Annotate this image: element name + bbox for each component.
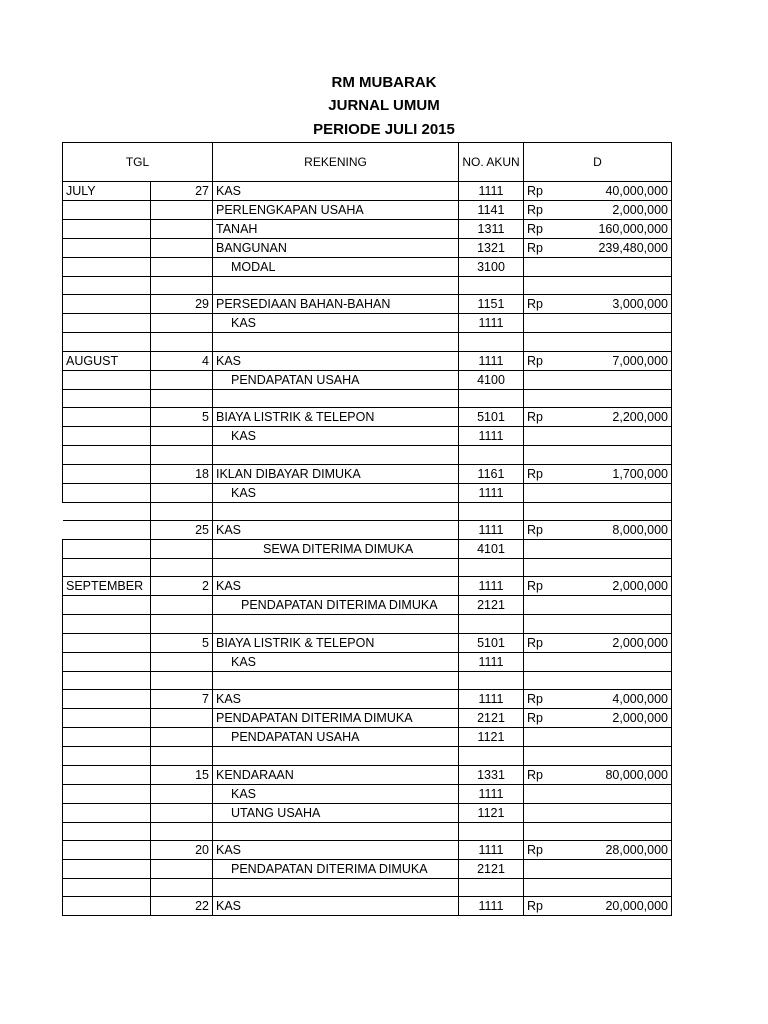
account-number-cell: [459, 333, 524, 351]
table-row: [63, 464, 672, 483]
day-cell: [151, 370, 213, 389]
account-cell: KAS: [213, 483, 459, 502]
amount-cell: [572, 596, 672, 615]
currency-cell: [524, 277, 572, 295]
currency-cell: [524, 389, 572, 407]
account-cell: KAS: [213, 897, 459, 916]
month-cell: [63, 239, 151, 258]
amount-cell: [572, 502, 672, 520]
table-row: [63, 314, 672, 333]
day-cell: [151, 859, 213, 878]
month-cell: [63, 558, 151, 576]
account-cell: PENDAPATAN DITERIMA DIMUKA: [213, 596, 459, 615]
table-row: [63, 803, 672, 822]
amount-cell: 2,000,000: [572, 633, 672, 652]
table-row: [63, 483, 672, 502]
account-number-cell: 1121: [459, 728, 524, 747]
currency-cell: [524, 784, 572, 803]
day-cell: 5: [151, 633, 213, 652]
day-cell: [151, 709, 213, 728]
currency-cell: [524, 803, 572, 822]
month-cell: [63, 464, 151, 483]
day-cell: 5: [151, 408, 213, 427]
month-cell: [63, 859, 151, 878]
day-cell: 25: [151, 520, 213, 539]
table-row: [63, 859, 672, 878]
account-number-cell: [459, 558, 524, 576]
amount-cell: 28,000,000: [572, 840, 672, 859]
account-cell: KAS: [213, 784, 459, 803]
currency-cell: Rp: [524, 295, 572, 314]
amount-cell: 2,000,000: [572, 577, 672, 596]
amount-cell: 8,000,000: [572, 520, 672, 539]
currency-cell: Rp: [524, 633, 572, 652]
amount-cell: [572, 446, 672, 464]
table-row: [63, 351, 672, 370]
account-number-cell: [459, 389, 524, 407]
account-cell: [213, 878, 459, 896]
month-cell: [63, 408, 151, 427]
company-name: RM MUBARAK: [331, 74, 437, 91]
account-number-cell: 4100: [459, 370, 524, 389]
table-row: [63, 728, 672, 747]
table-row: [63, 878, 672, 896]
table-row: [63, 615, 672, 633]
table-row: [63, 427, 672, 446]
account-cell: [213, 747, 459, 765]
journal-table: [62, 142, 672, 916]
account-cell: [213, 389, 459, 407]
currency-cell: [524, 258, 572, 277]
amount-cell: 20,000,000: [572, 897, 672, 916]
month-cell: [63, 502, 151, 520]
amount-cell: [572, 878, 672, 896]
day-cell: [151, 446, 213, 464]
month-cell: [63, 897, 151, 916]
table-row: [63, 577, 672, 596]
month-cell: [63, 652, 151, 671]
amount-cell: [572, 370, 672, 389]
day-cell: [151, 220, 213, 239]
amount-cell: 3,000,000: [572, 295, 672, 314]
amount-cell: [572, 314, 672, 333]
account-number-cell: 1151: [459, 295, 524, 314]
table-row: [63, 671, 672, 689]
month-cell: [63, 539, 151, 558]
month-cell: [63, 596, 151, 615]
month-cell: [63, 295, 151, 314]
day-cell: [151, 596, 213, 615]
day-cell: [151, 502, 213, 520]
month-cell: [63, 201, 151, 220]
amount-cell: 7,000,000: [572, 351, 672, 370]
currency-cell: Rp: [524, 577, 572, 596]
month-cell: [63, 520, 151, 539]
account-number-cell: 1141: [459, 201, 524, 220]
header-no-akun: NO. AKUN: [459, 143, 524, 182]
amount-cell: [572, 277, 672, 295]
currency-cell: Rp: [524, 464, 572, 483]
amount-cell: [572, 652, 672, 671]
day-cell: [151, 822, 213, 840]
month-cell: [63, 277, 151, 295]
currency-cell: [524, 333, 572, 351]
currency-cell: [524, 671, 572, 689]
amount-cell: 80,000,000: [572, 765, 672, 784]
day-cell: 15: [151, 765, 213, 784]
account-cell: [213, 615, 459, 633]
account-number-cell: 2121: [459, 709, 524, 728]
account-cell: [213, 822, 459, 840]
currency-cell: Rp: [524, 408, 572, 427]
table-row: [63, 333, 672, 351]
account-cell: [213, 333, 459, 351]
day-cell: [151, 728, 213, 747]
month-cell: [63, 728, 151, 747]
account-cell: KAS: [213, 351, 459, 370]
currency-cell: [524, 314, 572, 333]
table-row: [63, 690, 672, 709]
table-row: [63, 239, 672, 258]
account-number-cell: [459, 878, 524, 896]
month-cell: [63, 633, 151, 652]
currency-cell: Rp: [524, 840, 572, 859]
day-cell: [151, 239, 213, 258]
header-debit: D: [524, 143, 672, 182]
currency-cell: [524, 747, 572, 765]
account-cell: KAS: [213, 840, 459, 859]
amount-cell: [572, 615, 672, 633]
day-cell: [151, 201, 213, 220]
month-cell: [63, 389, 151, 407]
month-cell: [63, 803, 151, 822]
account-cell: PENDAPATAN USAHA: [213, 370, 459, 389]
header-rekening: REKENING: [213, 143, 459, 182]
account-number-cell: 1321: [459, 239, 524, 258]
month-cell: [63, 615, 151, 633]
account-number-cell: 1161: [459, 464, 524, 483]
amount-cell: 239,480,000: [572, 239, 672, 258]
account-number-cell: 1111: [459, 520, 524, 539]
account-number-cell: 5101: [459, 633, 524, 652]
table-row: [63, 897, 672, 916]
currency-cell: [524, 822, 572, 840]
amount-cell: [572, 539, 672, 558]
currency-cell: Rp: [524, 182, 572, 201]
day-cell: 2: [151, 577, 213, 596]
amount-cell: [572, 803, 672, 822]
day-cell: [151, 539, 213, 558]
account-cell: [213, 277, 459, 295]
account-cell: MODAL: [213, 258, 459, 277]
account-cell: PENDAPATAN DITERIMA DIMUKA: [213, 859, 459, 878]
account-cell: SEWA DITERIMA DIMUKA: [213, 539, 459, 558]
currency-cell: Rp: [524, 239, 572, 258]
account-number-cell: [459, 822, 524, 840]
month-cell: [63, 671, 151, 689]
day-cell: 7: [151, 690, 213, 709]
currency-cell: [524, 370, 572, 389]
amount-cell: [572, 671, 672, 689]
account-cell: KAS: [213, 314, 459, 333]
day-cell: [151, 558, 213, 576]
day-cell: 27: [151, 182, 213, 201]
account-cell: KAS: [213, 182, 459, 201]
day-cell: [151, 615, 213, 633]
table-row: [63, 822, 672, 840]
month-cell: [63, 690, 151, 709]
account-cell: IKLAN DIBAYAR DIMUKA: [213, 464, 459, 483]
account-number-cell: 1121: [459, 803, 524, 822]
account-cell: KAS: [213, 520, 459, 539]
account-number-cell: 1111: [459, 182, 524, 201]
day-cell: [151, 389, 213, 407]
amount-cell: 4,000,000: [572, 690, 672, 709]
amount-cell: [572, 483, 672, 502]
account-cell: UTANG USAHA: [213, 803, 459, 822]
table-row: [63, 633, 672, 652]
table-row: [63, 446, 672, 464]
account-number-cell: 2121: [459, 596, 524, 615]
month-cell: [63, 427, 151, 446]
account-number-cell: [459, 615, 524, 633]
amount-cell: 1,700,000: [572, 464, 672, 483]
currency-cell: [524, 483, 572, 502]
day-cell: 29: [151, 295, 213, 314]
day-cell: [151, 427, 213, 446]
day-cell: 18: [151, 464, 213, 483]
currency-cell: Rp: [524, 765, 572, 784]
currency-cell: [524, 446, 572, 464]
month-cell: [63, 765, 151, 784]
account-number-cell: 2121: [459, 859, 524, 878]
table-row: [63, 408, 672, 427]
account-cell: BIAYA LISTRIK & TELEPON: [213, 408, 459, 427]
amount-cell: 2,000,000: [572, 709, 672, 728]
currency-cell: Rp: [524, 690, 572, 709]
day-cell: [151, 784, 213, 803]
amount-cell: 40,000,000: [572, 182, 672, 201]
amount-cell: [572, 258, 672, 277]
currency-cell: Rp: [524, 520, 572, 539]
month-cell: [63, 333, 151, 351]
day-cell: 22: [151, 897, 213, 916]
amount-cell: [572, 747, 672, 765]
account-number-cell: 4101: [459, 539, 524, 558]
currency-cell: Rp: [524, 220, 572, 239]
table-row: [63, 201, 672, 220]
account-cell: [213, 502, 459, 520]
account-cell: KAS: [213, 652, 459, 671]
month-cell: [63, 258, 151, 277]
currency-cell: [524, 615, 572, 633]
table-row: [63, 596, 672, 615]
amount-cell: [572, 728, 672, 747]
amount-cell: 2,000,000: [572, 201, 672, 220]
account-cell: KENDARAAN: [213, 765, 459, 784]
month-cell: SEPTEMBER: [63, 577, 151, 596]
table-row: [63, 258, 672, 277]
day-cell: [151, 277, 213, 295]
amount-cell: 2,200,000: [572, 408, 672, 427]
month-cell: [63, 784, 151, 803]
table-row: [63, 370, 672, 389]
table-row: [63, 389, 672, 407]
account-number-cell: 1111: [459, 784, 524, 803]
currency-cell: [524, 652, 572, 671]
table-row: [63, 182, 672, 201]
currency-cell: [524, 728, 572, 747]
table-row: [63, 784, 672, 803]
currency-cell: [524, 859, 572, 878]
month-cell: JULY: [63, 182, 151, 201]
currency-cell: Rp: [524, 201, 572, 220]
account-cell: TANAH: [213, 220, 459, 239]
month-cell: [63, 314, 151, 333]
account-number-cell: 1111: [459, 314, 524, 333]
account-number-cell: [459, 671, 524, 689]
table-row: [63, 295, 672, 314]
table-row: [63, 558, 672, 576]
amount-cell: [572, 427, 672, 446]
day-cell: [151, 333, 213, 351]
account-cell: PENDAPATAN DITERIMA DIMUKA: [213, 709, 459, 728]
account-number-cell: 1111: [459, 690, 524, 709]
amount-cell: [572, 558, 672, 576]
currency-cell: Rp: [524, 351, 572, 370]
journal-title: JURNAL UMUM: [328, 97, 440, 114]
account-cell: PERLENGKAPAN USAHA: [213, 201, 459, 220]
account-cell: BIAYA LISTRIK & TELEPON: [213, 633, 459, 652]
table-row: [63, 502, 672, 520]
account-number-cell: 1311: [459, 220, 524, 239]
account-number-cell: [459, 446, 524, 464]
amount-cell: [572, 822, 672, 840]
account-number-cell: 5101: [459, 408, 524, 427]
day-cell: [151, 314, 213, 333]
account-number-cell: 1111: [459, 840, 524, 859]
month-cell: [63, 446, 151, 464]
day-cell: [151, 878, 213, 896]
amount-cell: [572, 859, 672, 878]
account-cell: PENDAPATAN USAHA: [213, 728, 459, 747]
period-title: PERIODE JULI 2015: [313, 121, 455, 138]
account-cell: PERSEDIAAN BAHAN-BAHAN: [213, 295, 459, 314]
day-cell: [151, 803, 213, 822]
month-cell: [63, 747, 151, 765]
account-number-cell: 1331: [459, 765, 524, 784]
header-tgl: TGL: [63, 143, 213, 182]
account-cell: BANGUNAN: [213, 239, 459, 258]
amount-cell: [572, 784, 672, 803]
currency-cell: [524, 427, 572, 446]
currency-cell: [524, 558, 572, 576]
account-cell: [213, 446, 459, 464]
table-header-row: [63, 143, 672, 182]
table-row: [63, 709, 672, 728]
month-cell: [63, 709, 151, 728]
month-cell: AUGUST: [63, 351, 151, 370]
table-row: [63, 539, 672, 558]
table-row: [63, 220, 672, 239]
table-row: [63, 747, 672, 765]
amount-cell: [572, 333, 672, 351]
month-cell: [63, 822, 151, 840]
account-number-cell: 1111: [459, 483, 524, 502]
table-row: [63, 520, 672, 539]
account-number-cell: 3100: [459, 258, 524, 277]
month-cell: [63, 370, 151, 389]
table-row: [63, 840, 672, 859]
currency-cell: [524, 539, 572, 558]
month-cell: [63, 220, 151, 239]
day-cell: [151, 258, 213, 277]
day-cell: [151, 671, 213, 689]
month-cell: [63, 483, 151, 502]
month-cell: [63, 878, 151, 896]
currency-cell: [524, 502, 572, 520]
account-number-cell: 1111: [459, 427, 524, 446]
account-number-cell: 1111: [459, 897, 524, 916]
day-cell: 4: [151, 351, 213, 370]
account-cell: KAS: [213, 427, 459, 446]
day-cell: [151, 747, 213, 765]
amount-cell: [572, 389, 672, 407]
currency-cell: Rp: [524, 709, 572, 728]
day-cell: [151, 483, 213, 502]
account-cell: KAS: [213, 577, 459, 596]
account-cell: [213, 558, 459, 576]
currency-cell: [524, 596, 572, 615]
amount-cell: 160,000,000: [572, 220, 672, 239]
account-cell: [213, 671, 459, 689]
currency-cell: Rp: [524, 897, 572, 916]
table-row: [63, 652, 672, 671]
account-number-cell: 1111: [459, 652, 524, 671]
table-row: [63, 277, 672, 295]
month-cell: [63, 840, 151, 859]
account-cell: KAS: [213, 690, 459, 709]
day-cell: 20: [151, 840, 213, 859]
day-cell: [151, 652, 213, 671]
account-number-cell: [459, 747, 524, 765]
account-number-cell: 1111: [459, 577, 524, 596]
account-number-cell: [459, 277, 524, 295]
currency-cell: [524, 878, 572, 896]
table-row: [63, 765, 672, 784]
account-number-cell: [459, 502, 524, 520]
account-number-cell: 1111: [459, 351, 524, 370]
